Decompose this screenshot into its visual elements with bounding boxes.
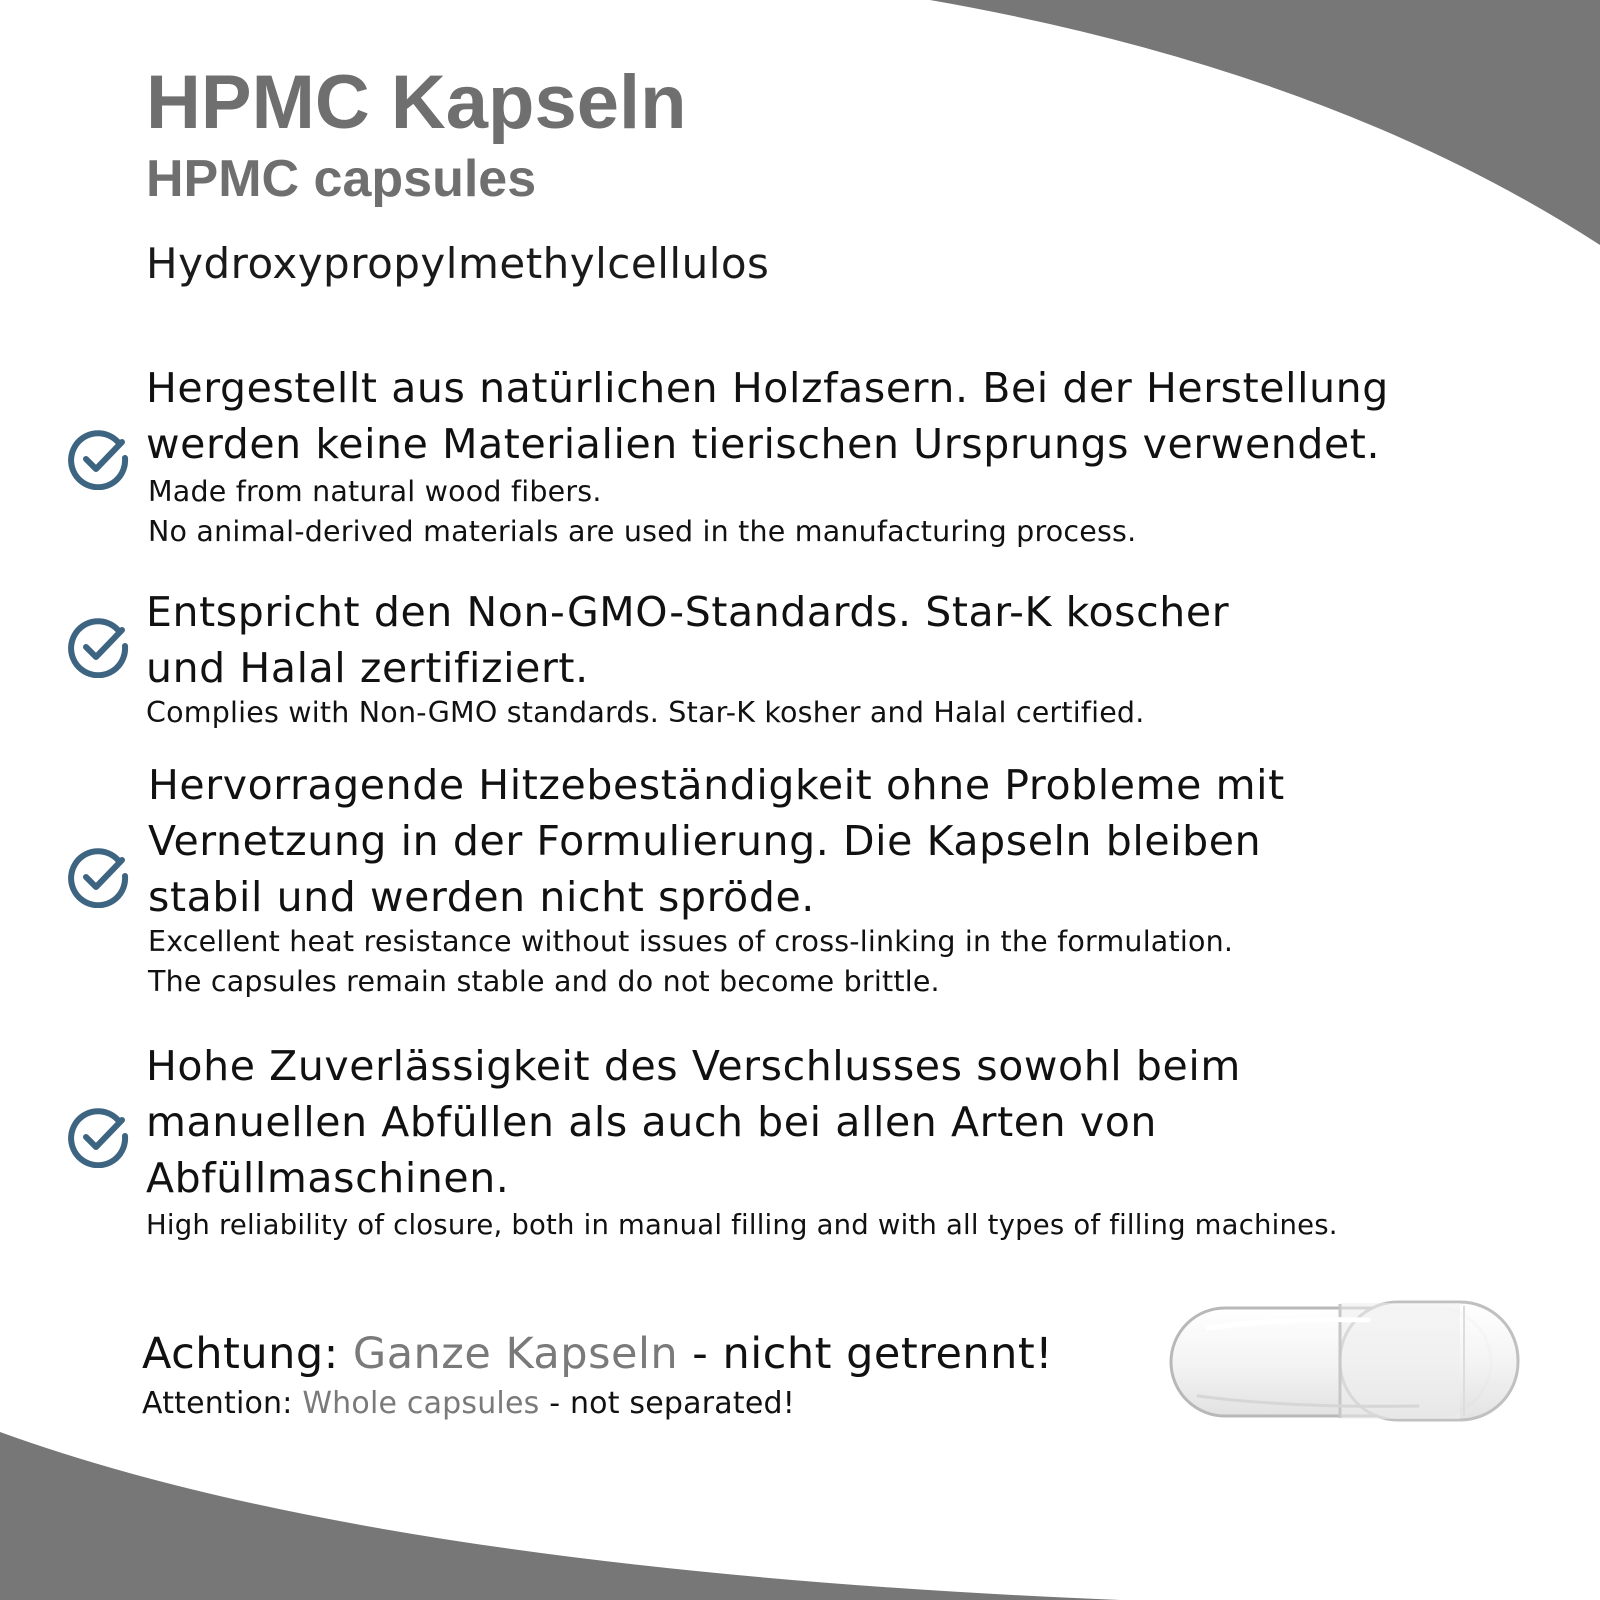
feature-text-de: Hergestellt aus natürlichen Holzfasern. Bei der Herstellung werden keine Materialien tierischen Ursprungs verwendet. <box>146 364 1389 468</box>
check-circle-icon <box>68 846 130 908</box>
top-right-swoosh <box>930 0 1600 245</box>
attention-prefix: Achtung: <box>142 1329 353 1379</box>
feature-text-de: Hervorragende Hitzebeständigkeit ohne Probleme mit Vernetzung in der Formulierung. Die Kapseln bleiben stabil und werden nicht spröde. <box>148 761 1285 921</box>
feature-text-en: Excellent heat resistance without issues of cross-linking in the formulation. The capsules remain stable and do not become brittle. <box>148 925 1234 998</box>
capsule-icon <box>1168 1300 1522 1422</box>
attention-highlight: Whole capsules <box>302 1386 540 1421</box>
attention-suffix: - nicht getrennt! <box>678 1329 1054 1379</box>
attention-text-de <box>142 1326 1053 1382</box>
page-title: HPMC Kapseln <box>146 60 687 145</box>
chemical-name: Hydroxypropylmethylcellulos <box>146 239 770 288</box>
page-subtitle: HPMC capsules <box>146 150 537 208</box>
feature-text-en: Complies with Non-GMO standards. Star-K kosher and Halal certified. <box>146 696 1145 729</box>
feature-text-en: High reliability of closure, both in manual filling and with all types of filling machines. <box>146 1209 1338 1241</box>
feature-text-de: Hohe Zuverlässigkeit des Verschlusses sowohl beim manuellen Abfüllen als auch bei allen Arten von Abfüllmaschinen. <box>146 1042 1241 1202</box>
check-circle-icon <box>68 616 130 678</box>
attention-text-en <box>142 1384 795 1424</box>
check-circle-icon <box>68 428 130 490</box>
attention-highlight: Ganze Kapseln <box>352 1329 679 1379</box>
attention-suffix: - not separated! <box>539 1386 795 1421</box>
attention-prefix: Attention: <box>142 1386 303 1421</box>
feature-text-en: Made from natural wood fibers. No animal-derived materials are used in the manufacturing process. <box>148 475 1137 548</box>
feature-text-de: Entspricht den Non-GMO-Standards. Star-K koscher und Halal zertifiziert. <box>146 588 1230 692</box>
bottom-left-swoosh <box>0 1432 1120 1600</box>
check-circle-icon <box>68 1106 130 1168</box>
